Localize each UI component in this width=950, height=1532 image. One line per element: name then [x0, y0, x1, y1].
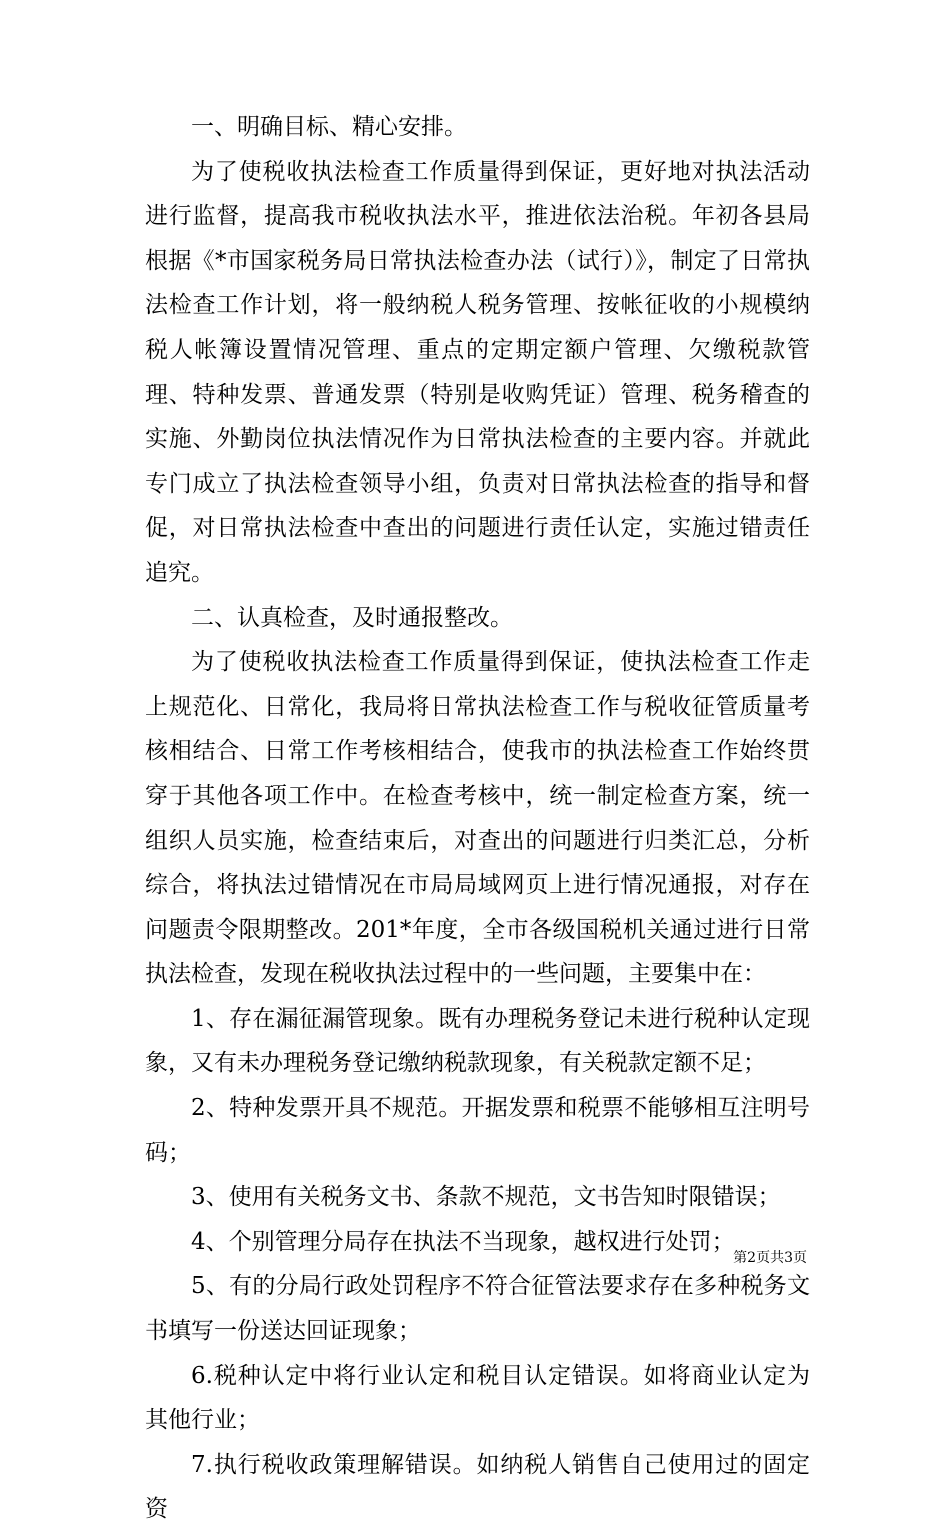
- page-number: 第2页共3页: [733, 1250, 807, 1266]
- list-item: 4、个别管理分局存在执法不当现象，越权进行处罚；: [191, 1228, 735, 1255]
- paragraph: 为了使税收执法检查工作质量得到保证，使执法检查工作走上规范化、日常化，我局将日常执法检查工作与税收征管质量考核相结合、日常工作考核相结合，使我市的执法检查工作始终贯穿于其他各项工作中。在检查考核中，统一制定检查方案，统一组织人员实施，检查结束后，对查出的问题进行归类汇总，分析综合，将执法过错情况在市局局域网页上进行情况通报，对存在问题责令限期整改。201*年度，全市各级国税机关通过进行日常执法检查，发现在税收执法过程中的一些问题，主要集中在：: [145, 649, 810, 988]
- list-item: 1、存在漏征漏管现象。既有办理税务登记未进行税种认定现象，又有未办理税务登记缴纳税款现象，有关税款定额不足；: [145, 1005, 810, 1077]
- paragraph: 为了使税收执法检查工作质量得到保证，更好地对执法活动进行监督，提高我市税收执法水平，推进依法治税。年初各县局根据《*市国家税务局日常执法检查办法（试行）》，制定了日常执法检查工作计划，将一般纳税人税务管理、按帐征收的小规模纳税人帐簿设置情况管理、重点的定期定额户管理、欠缴税款管理、特种发票、普通发票（特别是收购凭证）管理、税务稽查的实施、外勤岗位执法情况作为日常执法检查的主要内容。并就此专门成立了执法检查领导小组，负责对日常执法检查的指导和督促，对日常执法检查中查出的问题进行责任认定，实施过错责任追究。: [145, 158, 810, 586]
- document-body: [145, 105, 810, 1532]
- list-item: 7.执行税收政策理解错误。如纳税人销售自己使用过的固定资: [145, 1451, 810, 1523]
- list-item: 3、使用有关税务文书、条款不规范，文书告知时限错误；: [191, 1184, 781, 1211]
- list-item: 6.税种认定中将行业认定和税目认定错误。如将商业认定为其他行业；: [145, 1362, 810, 1434]
- list-item: 5、有的分局行政处罚程序不符合征管法要求存在多种税务文书填写一份送达回证现象；: [145, 1273, 810, 1345]
- section-heading-1: 一、明确目标、精心安排。: [191, 114, 467, 140]
- section-heading-2: 二、认真检查，及时通报整改。: [191, 604, 513, 631]
- list-item: 2、特种发票开具不规范。开据发票和税票不能够相互注明号码；: [145, 1095, 810, 1166]
